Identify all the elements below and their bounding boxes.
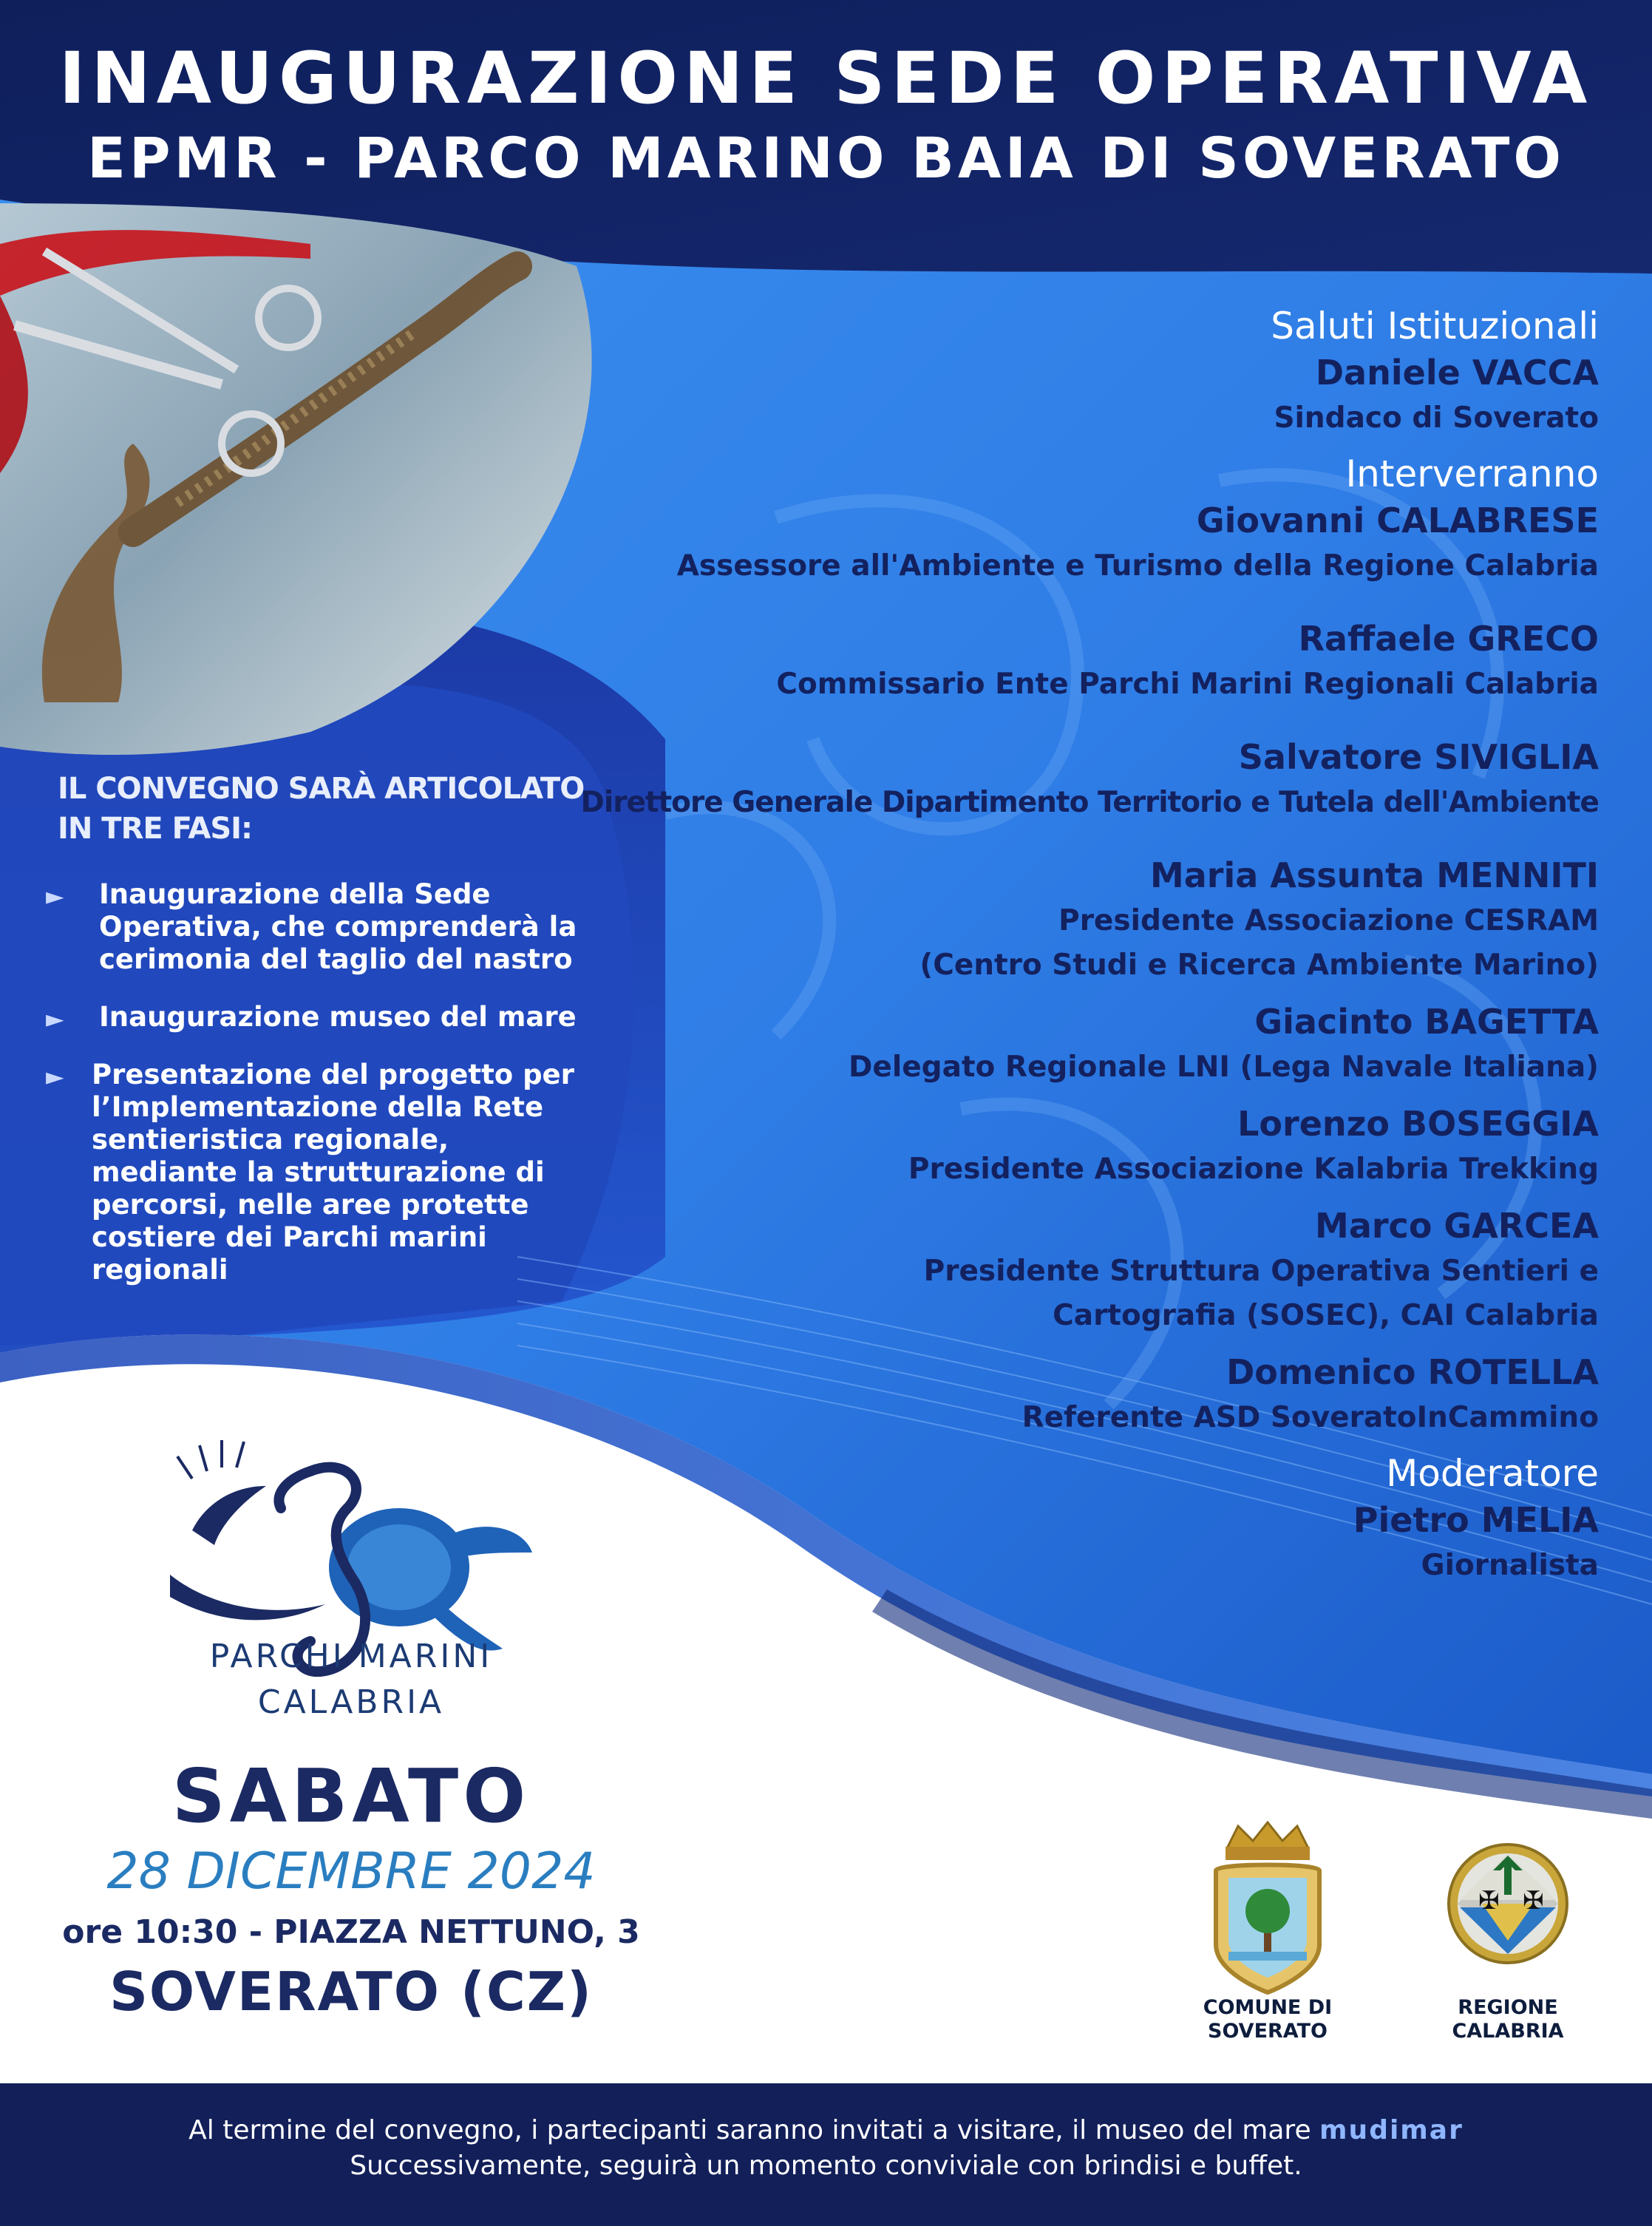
footer-line-2: Successivamente, seguirà un momento conviviale con brindisi e buffet. xyxy=(350,2151,1302,2181)
speaker-role: Presidente Struttura Operativa Sentieri e xyxy=(923,1255,1599,1288)
speaker-name: Raffaele GRECO xyxy=(1298,619,1599,659)
logo-line-2: CALABRIA xyxy=(257,1683,445,1721)
speaker-role: Referente ASD SoveratoInCammino xyxy=(1022,1401,1599,1434)
phases-title-1: IL CONVEGNO SARÀ ARTICOLATO xyxy=(58,772,585,806)
wave-icon xyxy=(170,1486,325,1620)
arrow-right-icon: ► xyxy=(46,1005,64,1033)
phase-item-1 xyxy=(46,878,590,976)
interverranno-label: Interverranno xyxy=(1345,452,1599,495)
title-line-2: EPMR - PARCO MARINO BAIA DI SOVERATO xyxy=(86,125,1566,191)
event-time-place: ore 10:30 - PIAZZA NETTUNO, 3 xyxy=(62,1913,640,1951)
speaker-name: Salvatore SIVIGLIA xyxy=(1238,737,1599,777)
header xyxy=(0,37,1652,194)
svg-text:✠: ✠ xyxy=(1478,1886,1500,1915)
footer-line-1-text: Al termine del convegno, i partecipanti saranno invitati a visitare, il museo del mare xyxy=(188,2115,1311,2145)
speaker-name: Giacinto BAGETTA xyxy=(1254,1002,1599,1042)
phase-text-2: Inaugurazione museo del mare xyxy=(99,1001,577,1033)
sun-rays-icon xyxy=(177,1440,244,1479)
speaker-role: Assessore all'Ambiente e Turismo della Regione Calabria xyxy=(676,549,1599,583)
event-day: SABATO xyxy=(171,1753,531,1839)
speaker-role: Presidente Associazione CESRAM xyxy=(1058,904,1599,937)
speaker-name: Daniele VACCA xyxy=(1315,353,1599,393)
crest-calabria-line-2: CALABRIA xyxy=(1452,2020,1564,2043)
footer xyxy=(0,2083,1652,2226)
mudimar-logo: mudimar xyxy=(1319,2115,1464,2145)
logo-line-1: PARCHI MARINI xyxy=(209,1638,493,1675)
program-list xyxy=(564,303,1599,1588)
moderatore-label: Moderatore xyxy=(1386,1452,1599,1495)
speaker-role: Direttore Generale Dipartimento Territorio e Tutela dell'Ambiente xyxy=(580,786,1599,819)
speaker-role: Sindaco di Soverato xyxy=(1274,401,1599,435)
crest-soverato-line-2: SOVERATO xyxy=(1208,2020,1328,2043)
speaker-name: Giovanni CALABRESE xyxy=(1196,500,1599,540)
crest-soverato-line-1: COMUNE DI xyxy=(1203,1996,1333,2019)
crest-calabria-line-1: REGIONE xyxy=(1458,1996,1558,2019)
phase-item-3 xyxy=(46,1059,590,1286)
footer-line-1 xyxy=(0,2113,1652,2148)
event-details xyxy=(0,1752,702,2027)
svg-text:✠: ✠ xyxy=(1523,1886,1544,1915)
phase-text-1: Inaugurazione della Sede Operativa, che comprenderà la cerimonia del taglio del nastro xyxy=(99,878,577,975)
phase-text-3: Presentazione del progetto per l’Implementazione della Rete sentieristica regionale, mediante la strutturazione di percorsi, nelle aree protette costiere dei Parchi marini regionali xyxy=(92,1059,574,1286)
phases-section xyxy=(46,769,590,1286)
crest-calabria-label xyxy=(1423,1996,1593,2043)
parchi-marini-text xyxy=(0,1634,702,1726)
phase-item-2 xyxy=(46,1001,590,1034)
speaker-role: Presidente Associazione Kalabria Trekking xyxy=(908,1153,1599,1186)
crest-soverato-icon xyxy=(1205,1819,1330,1996)
speaker-role-2: (Centro Studi e Ricerca Ambiente Marino) xyxy=(920,949,1599,982)
speaker-role: Delegato Regionale LNI (Lega Navale Italiana) xyxy=(849,1051,1599,1084)
speaker-name: Pietro MELIA xyxy=(1353,1500,1599,1540)
arrow-right-icon: ► xyxy=(46,882,64,910)
saluti-label: Saluti Istituzionali xyxy=(1271,305,1599,347)
speaker-name: Maria Assunta MENNITI xyxy=(1149,855,1599,895)
event-date: 28 DICEMBRE 2024 xyxy=(106,1842,596,1901)
speaker-role-2: Cartografia (SOSEC), CAI Calabria xyxy=(1053,1299,1599,1332)
speaker-name: Marco GARCEA xyxy=(1315,1206,1599,1246)
speaker-name: Lorenzo BOSEGGIA xyxy=(1237,1104,1599,1144)
arrow-right-icon: ► xyxy=(46,1062,64,1090)
crest-soverato-label xyxy=(1183,1996,1353,2043)
speaker-name: Domenico ROTELLA xyxy=(1226,1352,1599,1392)
event-city: SOVERATO (CZ) xyxy=(109,1961,593,2023)
phases-title-2: IN TRE FASI: xyxy=(58,812,252,846)
crest-calabria-icon xyxy=(1445,1841,1571,1967)
speaker-role: Commissario Ente Parchi Marini Regionali Calabria xyxy=(776,668,1599,701)
title-line-1: INAUGURAZIONE SEDE OPERATIVA xyxy=(58,37,1594,120)
speaker-role: Giornalista xyxy=(1421,1549,1599,1582)
